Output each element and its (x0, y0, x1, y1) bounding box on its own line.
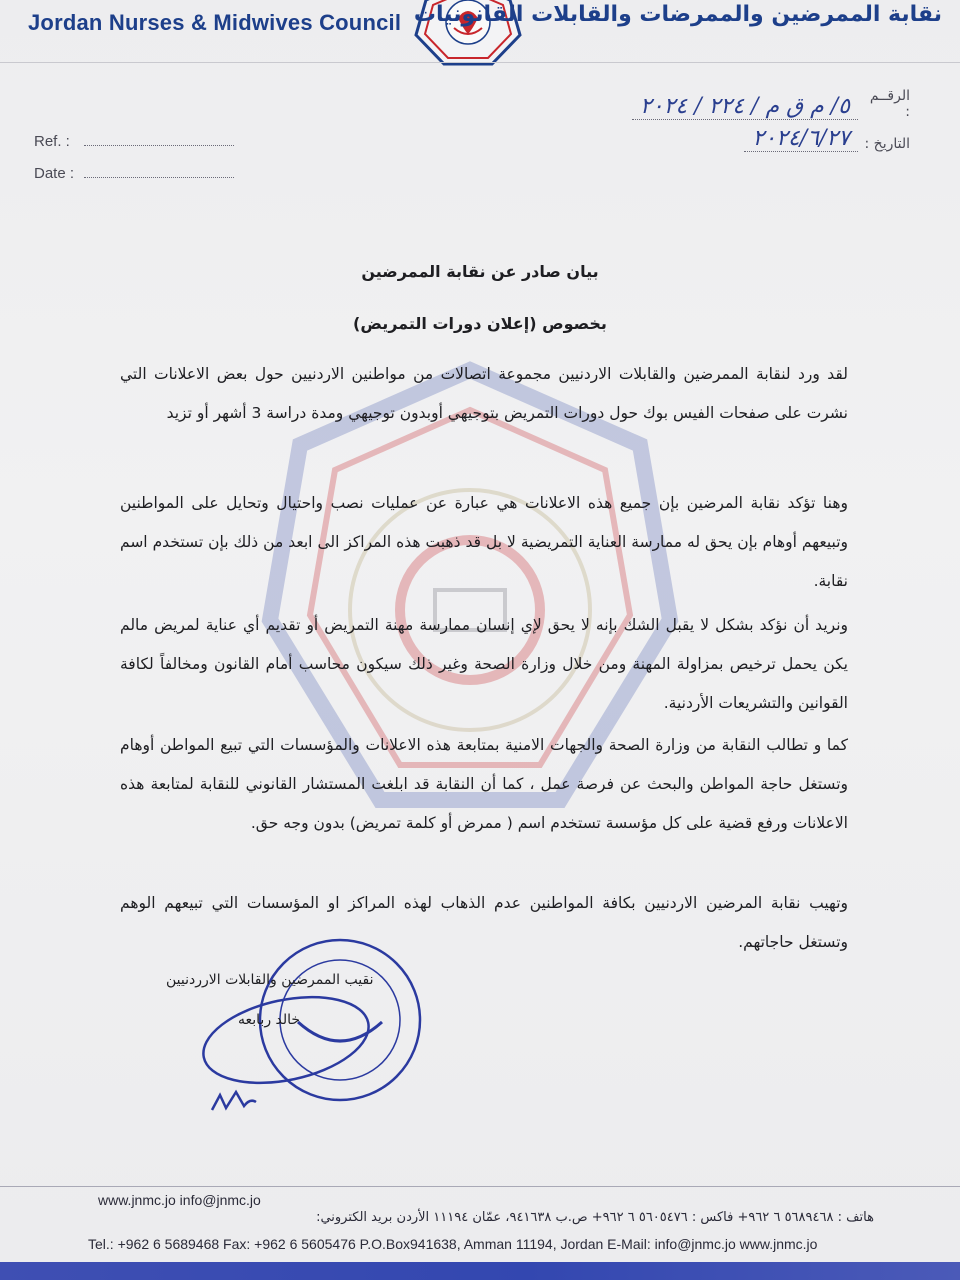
header-divider (0, 62, 960, 63)
footer-web-email: www.jnmc.jo info@jnmc.jo (98, 1192, 261, 1208)
footer-divider (0, 1186, 960, 1187)
ref-label-ar: الرقــم : (869, 88, 910, 120)
date-line-en (84, 177, 234, 178)
footer-contact-ar: هاتف : ٥٦٨٩٤٦٨ ٦ ٩٦٢+ فاكس : ٥٦٠٥٤٧٦ ٦ ٩٦٢+ ص.ب ٩٤١٦٣٨، عمّان ١١١٩٤ الأردن بريد الكتروني: (316, 1210, 874, 1225)
paragraph-5: وتهيب نقابة المرضين الاردنيين بكافة المواطنين عدم الذهاب لهذه المراكز او المؤسسات التي تبيعهم الوهم وتستغل حاجاتهم. (120, 894, 848, 951)
footer-contact-en: Tel.: +962 6 5689468 Fax: +962 6 5605476 P.O.Box941638, Amman 11194, Jordan E-Mail: info@jnmc.jo www.jnmc.jo (88, 1236, 818, 1252)
ref-date-en (34, 118, 234, 182)
ref-date-ar (632, 88, 910, 152)
letter-subject: بخصوص (إعلان دورات التمريض) (353, 314, 607, 333)
signatory-name: خالد ربابعه (238, 1012, 301, 1028)
paragraph-2: وهنا تؤكد نقابة المرضين بإن جميع هذه الاعلانات هي عبارة عن عمليات نصب واحتيال وتحايل على المواطنين وتبيعهم أوهام بإن يحق له ممارسة العناية التمريضية لا بل قد ذهبت هذه المراكز الى ابعد من ذلك بإن تستخدم اسم نقابة. (120, 494, 848, 590)
date-value-handwritten: ٢٠٢٤/٦/٢٧ (744, 126, 858, 152)
date-label-ar: التاريخ : (864, 136, 910, 152)
ref-line-en (84, 145, 234, 146)
date-label-en: Date : (34, 165, 75, 182)
official-stamp (190, 930, 450, 1120)
paragraph-3: ونريد أن نؤكد بشكل لا يقبل الشك بإنه لا يحق لإي إنسان ممارسة مهنة التمريض أو تقديم أي عناية لمريض مالم يكن يحمل ترخيص بمزاولة المهنة ومن خلال وزارة الصحة وغير ذلك سيكون محاسب أمام القانون ومخالفاً لكافة القوانين والتشريعات الأردنية. (120, 616, 848, 712)
org-name-en: Jordan Nurses & Midwives Council (28, 10, 402, 35)
ref-row-en (34, 118, 234, 150)
ref-row-ar (632, 88, 910, 120)
date-row-en (34, 150, 234, 182)
signatory-title: نقيب الممرضين والقابلات الارردنيين (166, 972, 374, 988)
footer-color-bar (0, 1262, 960, 1280)
ref-value-handwritten: ٥/ م ق م / ٢٢٤ / ٢٠٢٤ (632, 94, 858, 120)
paragraph-1: لقد ورد لنقابة الممرضين والقابلات الاردنيين مجموعة اتصالات من مواطنين الاردنيين حول بعض الاعلانات التي نشرت على صفحات الفيس بوك حول دورات التمريض بتوجيهي أوبدون توجيهي ومدة دراسة 3 أشهر أو تزيد (120, 365, 848, 422)
letter-title: بيان صادر عن نقابة الممرضين (361, 262, 599, 281)
paragraph-4: كما و تطالب النقابة من وزارة الصحة والجهات الامنية بمتابعة هذه الاعلانات والمؤسسات التي تبيع المواطن أوهام وتستغل حاجة المواطن والبحث عن فرصة عمل ، كما أن النقابة قد ابلغت المستشار القانوني للنقابة لمتابعة هذه الاعلانات ورفع قضية على كل مؤسسة تستخدم اسم ( ممرض أو كلمة تمريض) بدون وجه حق. (120, 736, 848, 832)
org-name-ar: نقابة الممرضين والممرضات والقابلات القانونيات (413, 2, 942, 27)
date-row-ar (632, 120, 910, 152)
ref-label-en: Ref. : (34, 133, 70, 150)
